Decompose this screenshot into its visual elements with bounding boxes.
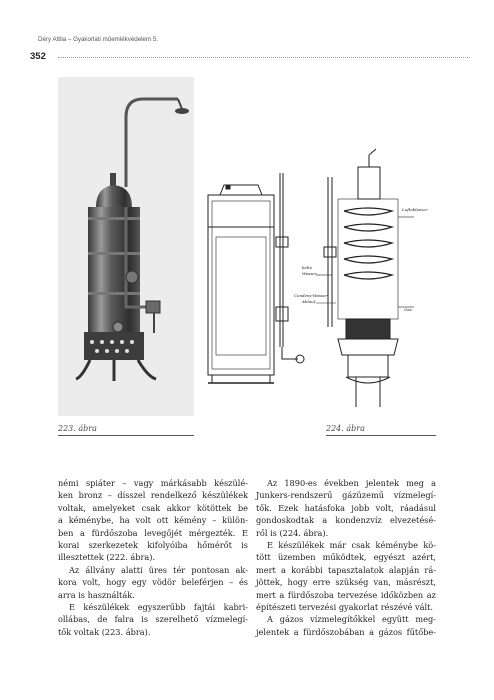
caption-224-rule <box>326 435 436 436</box>
text-line: némi spiáter – vagy márkásabb készülé- <box>58 478 248 488</box>
header-divider <box>58 57 470 58</box>
figure-224-drawings <box>198 77 434 416</box>
text-line: tők voltak (223. ábra). <box>58 626 151 637</box>
body-column-left <box>58 477 248 638</box>
text-line: arra is használták. <box>58 589 135 600</box>
text-line: Az állvány alatti üres tér pontosan ak- <box>69 564 248 575</box>
text-line: E készülékek már csak kéménybe kö- <box>267 540 436 551</box>
caption-223-rule <box>58 435 194 436</box>
text-line: mert a fürdőszoba tervezése időközben az <box>256 589 436 600</box>
text-line: kora volt, hogy egy vödör beleférjen – és <box>58 577 248 588</box>
text-line: ről is (224. ábra). <box>256 527 329 538</box>
text-line: jöttek, hogy erre szükség van, másrészt, <box>256 577 436 588</box>
text-line: ken bronz – dísszel rendelkező készülékek <box>58 490 248 501</box>
caption-224: 224. ábra <box>326 424 365 433</box>
drawing-label-wasser: Wasser <box>302 271 317 276</box>
text-line: mert a korábbi tapasztalatok alapján rá- <box>256 564 436 575</box>
text-line: A gázos vízmelegítőkkel együtt meg- <box>267 614 436 625</box>
text-line: jelentek a fürdőszobában a gázos fűtőbe- <box>256 626 436 637</box>
figure-223-photo <box>58 77 194 416</box>
body-column-right <box>256 477 436 638</box>
page-number: 352 <box>30 51 46 62</box>
text-line: Az 1890-es években jelentek meg a <box>267 478 436 488</box>
text-line: ben a fürdőszoba levegőjét mérgezték. E <box>58 527 248 538</box>
text-line: a kéménybe, ha volt ott kémény – külön- <box>58 515 248 526</box>
text-line: tők. Ezek hatásfoka jobb volt, ráadásul <box>256 502 436 513</box>
drawing-label-condens: Condens-Wasser- <box>294 293 329 298</box>
drawing-label-gas: Gas <box>404 307 412 312</box>
text-line: illesztettek (222. ábra). <box>58 552 156 563</box>
text-line: korai szerkezetek kifolyóiba hőmérőt is <box>58 540 248 551</box>
text-line: voltak, amelyeket csak akkor kötöttek be <box>58 502 248 513</box>
drawing-label-ablauf: Ablauf <box>302 299 316 304</box>
drawing-label-luftablaeser: Luftablaeser <box>402 207 428 212</box>
running-header: Déry Attila – Gyakorlati műemlékvédelem 5. <box>38 36 159 43</box>
text-line: ollábas, de falra is szerelhető vízmelegí- <box>58 614 248 625</box>
text-line: építészeti tervezési gyakorlat részévé vált. <box>256 602 433 613</box>
text-line: Junkers-rendszerű gázüzemű vízmelegí- <box>256 490 436 501</box>
text-line: gondoskodtak a kondenzvíz elvezetésé- <box>256 515 436 526</box>
drawing-label-kalte: kalte <box>302 265 313 270</box>
text-line: E készülékek egyszerűbb fajtái kabri- <box>69 602 248 613</box>
bath-heater-illustration <box>58 77 194 416</box>
caption-223: 223. ábra <box>58 424 97 433</box>
text-line: tött üzemben működtek, egyészt azért, <box>256 552 436 563</box>
junkers-heater-drawing <box>198 77 434 416</box>
